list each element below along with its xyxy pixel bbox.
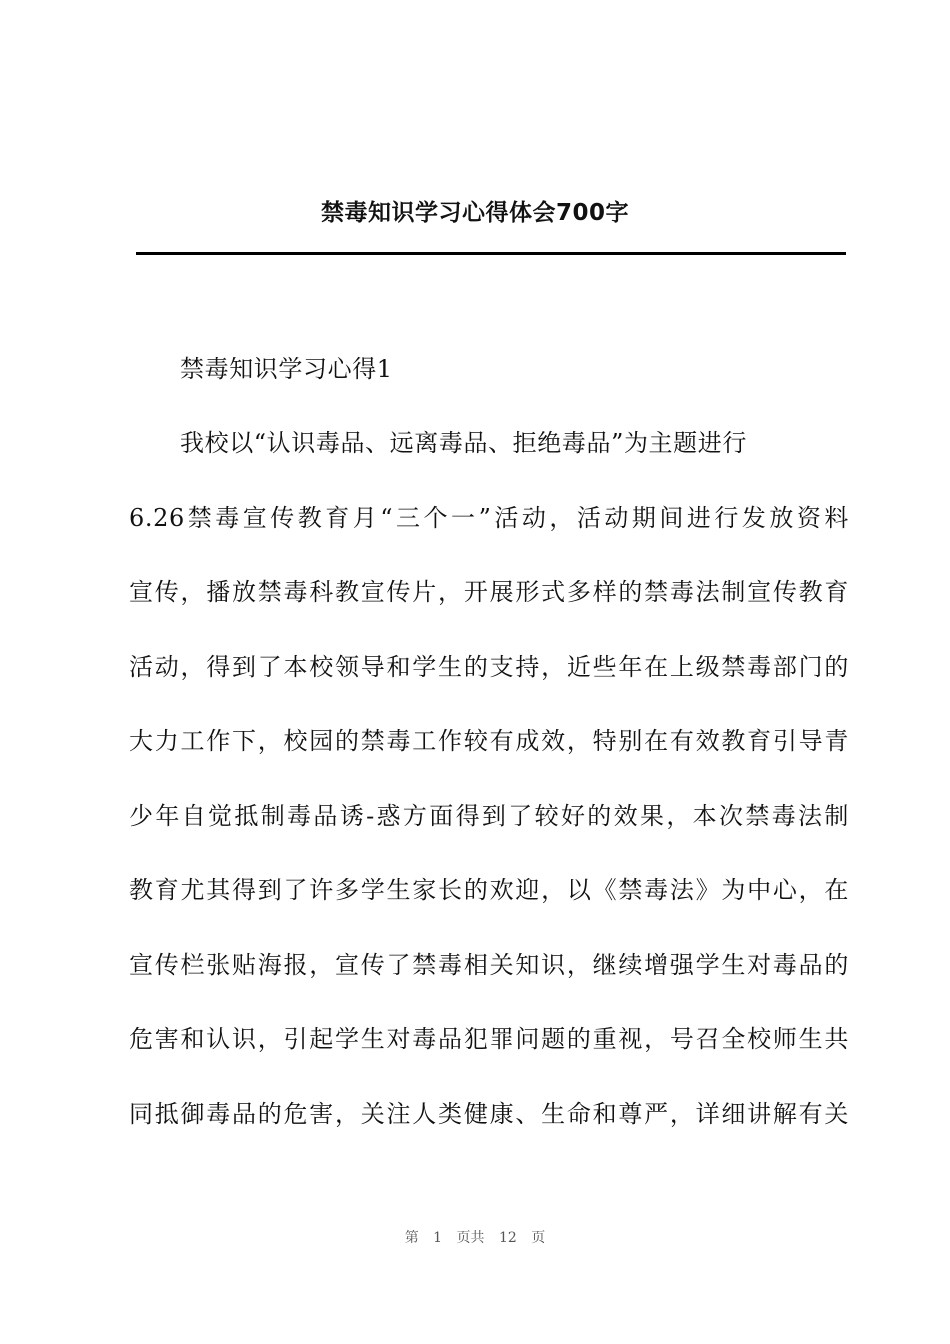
paragraph-line: 6.26禁毒宣传教育月“三个一”活动，活动期间进行发放资料 [129, 504, 849, 532]
section-heading: 禁毒知识学习心得1 [180, 355, 393, 383]
page-number-footer: 第 1 页共 12 页 [404, 1230, 546, 1246]
paragraph-line: 少年自觉抵制毒品诱-惑方面得到了较好的效果，本次禁毒法制 [129, 802, 849, 830]
paragraph-line: 同抵御毒品的危害，关注人类健康、生命和尊严，详细讲解有关 [129, 1100, 849, 1128]
paragraph-line: 教育尤其得到了许多学生家长的欢迎，以《禁毒法》为中心，在 [129, 876, 849, 904]
paragraph-line: 宣传栏张贴海报，宣传了禁毒相关知识，继续增强学生对毒品的 [129, 951, 849, 979]
paragraph-line: 活动，得到了本校领导和学生的支持，近些年在上级禁毒部门的 [129, 653, 849, 681]
paragraph-line: 危害和认识，引起学生对毒品犯罪问题的重视，号召全校师生共 [129, 1025, 849, 1053]
paragraph-line: 大力工作下，校园的禁毒工作较有成效，特别在有效教育引导青 [129, 727, 849, 755]
document-title: 禁毒知识学习心得体会700字 [320, 200, 629, 226]
paragraph-line: 我校以“认识毒品、远离毒品、拒绝毒品”为主题进行 [180, 429, 747, 457]
paragraph-line: 宣传，播放禁毒科教宣传片，开展形式多样的禁毒法制宣传教育 [129, 578, 849, 606]
title-underline [136, 252, 846, 255]
